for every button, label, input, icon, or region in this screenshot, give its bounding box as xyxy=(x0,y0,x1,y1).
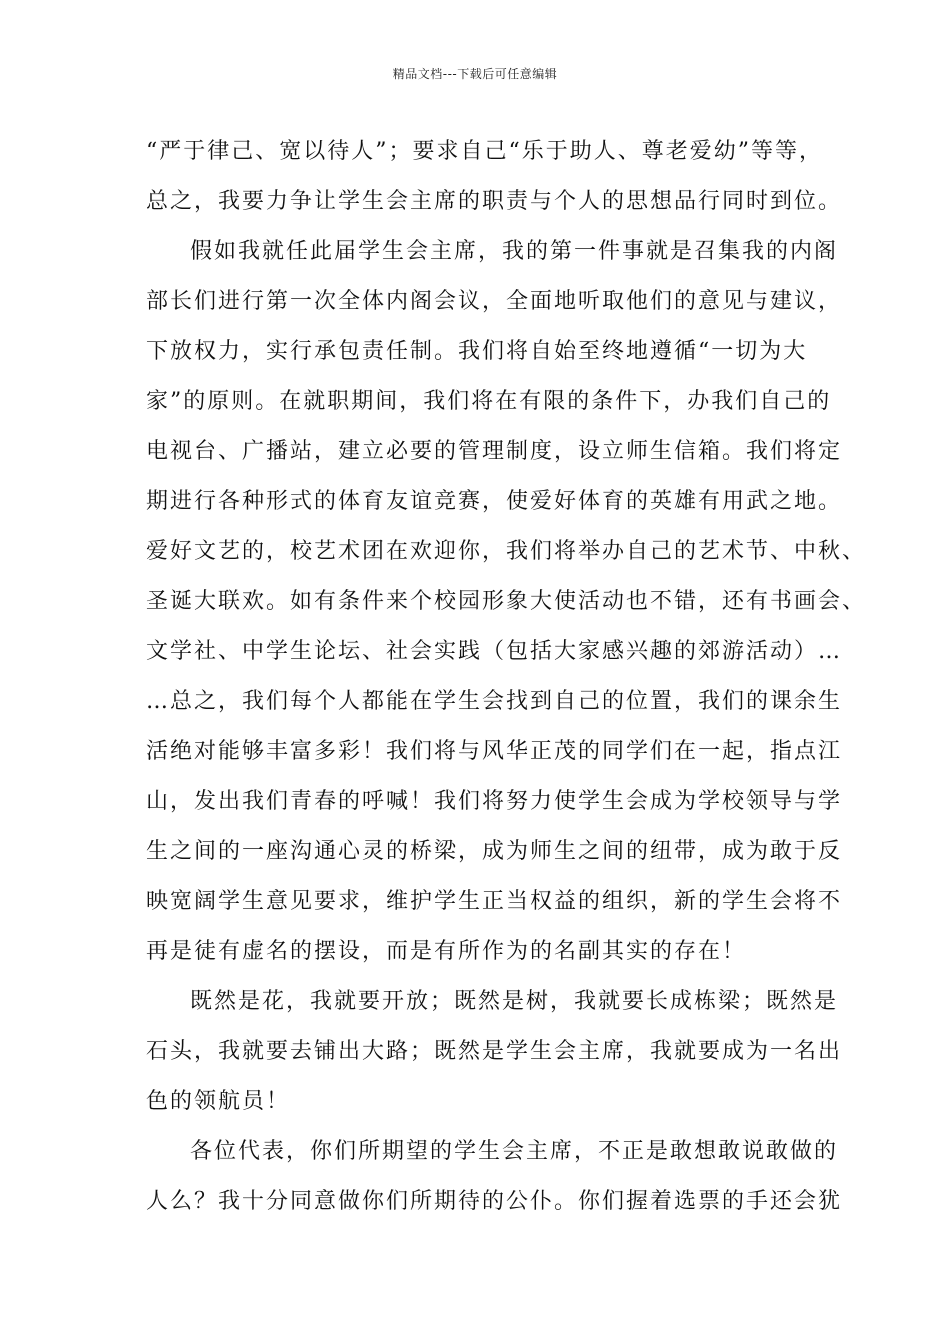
text-line: 活绝对能够丰富多彩！我们将与风华正茂的同学们在一起，指点江 xyxy=(146,739,843,764)
paragraph-first-line: 各位代表，你们所期望的学生会主席，不正是敢想敢说敢做的 xyxy=(190,1139,839,1164)
document-header: 精品文档---下载后可任意编辑 xyxy=(392,67,558,81)
text-line: 圣诞大联欢。如有条件来个校园形象大使活动也不错，还有书画会、 xyxy=(146,589,867,614)
text-line: 人么？我十分同意做你们所期待的公仆。你们握着选票的手还会犹 xyxy=(146,1189,843,1214)
paragraph-first-line: 假如我就任此届学生会主席，我的第一件事就是召集我的内阁 xyxy=(190,239,839,264)
text-line: 生之间的一座沟通心灵的桥梁，成为师生之间的纽带，成为敢于反 xyxy=(146,839,843,864)
text-line: 映宽阔学生意见要求，维护学生正当权益的组织，新的学生会将不 xyxy=(146,889,843,914)
text-line: 山，发出我们青春的呼喊！我们将努力使学生会成为学校领导与学 xyxy=(146,789,843,814)
text-line: …总之，我们每个人都能在学生会找到自己的位置，我们的课余生 xyxy=(146,689,843,714)
text-line: 色的领航员！ xyxy=(146,1089,291,1114)
text-line: 部长们进行第一次全体内阁会议，全面地听取他们的意见与建议， xyxy=(146,289,843,314)
text-line: 再是徒有虚名的摆设，而是有所作为的名副其实的存在！ xyxy=(146,939,747,964)
text-line: 下放权力，实行承包责任制。我们将自始至终地遵循“一切为大 xyxy=(146,339,808,364)
text-line: “严于律己、宽以待人”；要求自己“乐于助人、尊老爱幼”等等， xyxy=(146,139,823,164)
text-line: 文学社、中学生论坛、社会实践（包括大家感兴趣的郊游活动）… xyxy=(146,639,843,664)
text-line: 家”的原则。在就职期间，我们将在有限的条件下，办我们自己的 xyxy=(146,389,832,414)
text-line: 期进行各种形式的体育友谊竞赛，使爱好体育的英雄有用武之地。 xyxy=(146,489,843,514)
text-line: 电视台、广播站，建立必要的管理制度，设立师生信箱。我们将定 xyxy=(146,439,843,464)
text-line: 石头，我就要去铺出大路；既然是学生会主席，我就要成为一名出 xyxy=(146,1039,843,1064)
paragraph-first-line: 既然是花，我就要开放；既然是树，我就要长成栋梁；既然是 xyxy=(190,989,839,1014)
text-line: 总之，我要力争让学生会主席的职责与个人的思想品行同时到位。 xyxy=(146,189,843,214)
text-line: 爱好文艺的，校艺术团在欢迎你，我们将举办自己的艺术节、中秋、 xyxy=(146,539,867,564)
